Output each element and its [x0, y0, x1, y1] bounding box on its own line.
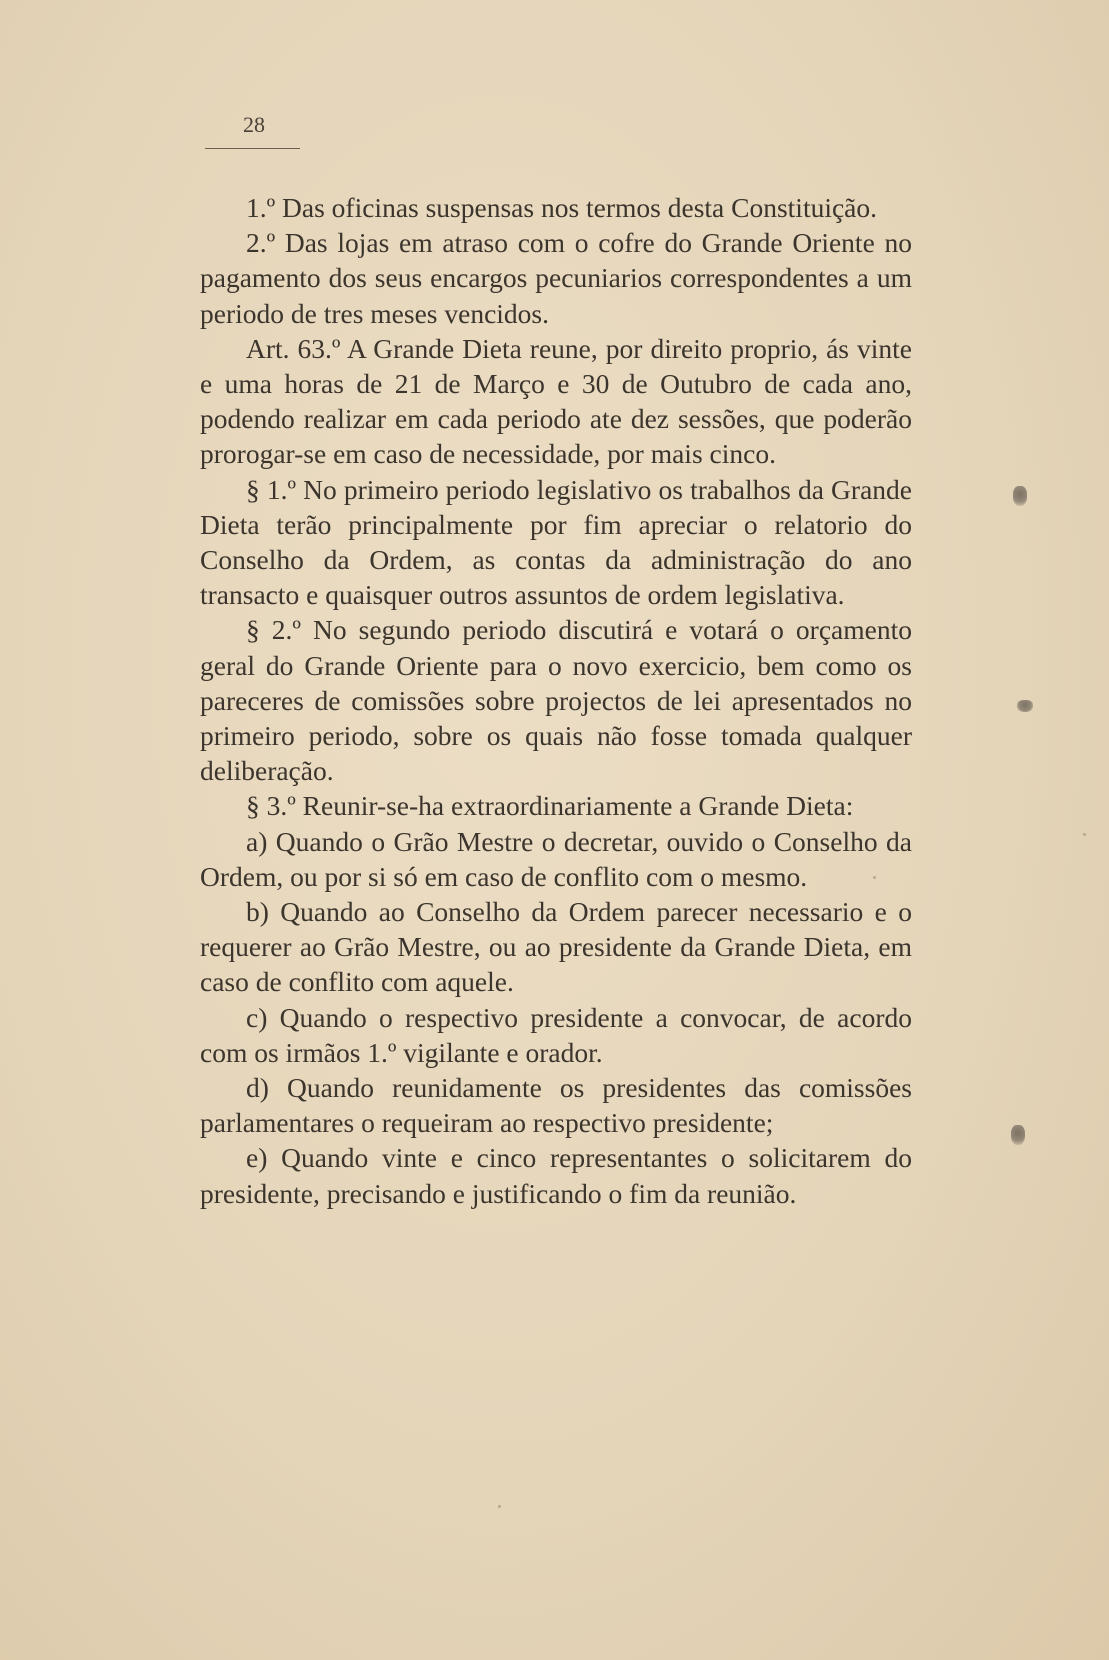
paragraph-article-63: Art. 63.º A Grande Dieta reune, por direito proprio, ás vinte e uma horas de 21 de Março e 30 de Outubro de cada ano, podendo realizar em cada periodo ate dez sessões, que poderão prorogar-se em caso de necessidade, por mais cinco.: [200, 332, 912, 470]
paragraph-item-e: e) Quando vinte e cinco representantes o solicitarem do presidente, precisando e justificando o fim da reunião.: [200, 1142, 912, 1209]
paragraph-section-1: § 1.º No primeiro periodo legislativo os trabalhos da Grande Dieta terão principalmente por fim apreciar o relatorio do Conselho da Ordem, as contas da administração do ano transacto e quaisquer outros assuntos de ordem legislativa.: [200, 473, 912, 611]
binding-mark: [1017, 700, 1033, 712]
page-number: 28: [243, 112, 265, 137]
paper-speck: [873, 876, 876, 879]
page-number-rule: [205, 148, 300, 149]
paragraph-item-1: 1.º Das oficinas suspensas nos termos desta Constituição.: [246, 192, 878, 223]
binding-mark: [1011, 1125, 1025, 1145]
binding-mark: [1013, 486, 1027, 506]
paragraph-item-b: b) Quando ao Conselho da Ordem parecer necessario e o requerer ao Grão Mestre, ou ao presidente da Grande Dieta, em caso de conflito com aquele.: [200, 896, 912, 998]
paragraph-section-3: § 3.º Reunir-se-ha extraordinariamente a Grande Dieta:: [246, 790, 854, 822]
body-text: [200, 190, 912, 1211]
paragraph-item-c: c) Quando o respectivo presidente a convocar, de acordo com os irmãos 1.º vigilante e orador.: [200, 1001, 912, 1068]
paper-speck: [498, 1505, 501, 1508]
paragraph-section-2: § 2.º No segundo periodo discutirá e votará o orçamento geral do Grande Oriente para o novo exercicio, bem como os pareceres de comissões sobre projectos de lei apresentados no primeiro periodo, sobre os quais não fosse tomada qualquer deliberação.: [200, 614, 912, 787]
paragraph-item-2: 2.º Das lojas em atraso com o cofre do Grande Oriente no pagamento dos seus encargos pecuniarios correspondentes a um periodo de tres meses vencidos.: [200, 227, 912, 329]
paragraph-item-d: d) Quando reunidamente os presidentes das comissões parlamentares o requeiram ao respectivo presidente;: [200, 1072, 912, 1139]
paper-speck: [1083, 833, 1086, 836]
paragraph-item-a: a) Quando o Grão Mestre o decretar, ouvido o Conselho da Ordem, ou por si só em caso de conflito com o mesmo.: [200, 825, 912, 892]
